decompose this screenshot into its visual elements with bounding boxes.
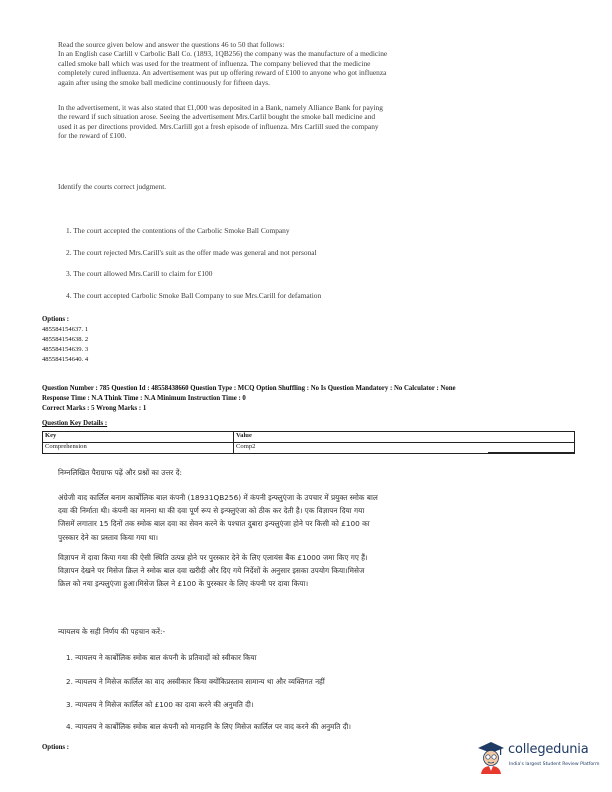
footer-options-label: Options : <box>42 744 70 751</box>
cell-key: Comprehension <box>43 443 234 454</box>
brand-name: collegedunia <box>508 742 589 757</box>
choice-en-4: 4. The court accepted Carbolic Smoke Ball Company to sue Mrs.Carill for defamation <box>66 291 322 300</box>
ad-line-hi: विज्ञापन देखने पर मिसेज क्रिल ने स्मोक बाल दवा खरीदी और दिए गये निर्देशों के अनुसार इसका उपयोग किया।मिसेज <box>58 566 365 576</box>
intro-line-hi: निम्नलिखित पैराग्राफ पढ़ें और प्रश्नों का उत्तर दें: <box>58 468 182 477</box>
choice-en-2: 2. The court rejected Mrs.Carill's suit as the offer made was general and not personal <box>66 248 317 257</box>
graduate-mascot-icon <box>476 740 506 774</box>
table-divider <box>488 452 575 453</box>
ad-line: used it as per directions provided. Mrs.Carlill got a fresh episode of influenza. Mrs Carlill sued the company <box>58 121 379 131</box>
choice-hi-1: 1. न्यायलय ने कार्बोलिक स्मोक बाल कंपनी के प्रतिवादों को स्वीकार किया <box>66 653 257 662</box>
choice-en-3: 3. The court allowed Mrs.Carill to claim for £100 <box>66 269 213 278</box>
ad-line-hi: क्रिल को नया इन्फ्लुएंजा हुआ।मिसेज क्रिल ने £100 के पुरस्कार के लिए कंपनी पर दावा किया। <box>58 579 309 589</box>
choice-hi-4: 4. न्यायलय ने कार्बोलिक स्मोक बाल कंपनी को मानहानि के लिए मिसेज कार्लिल पर वाद करने की अनुमति दी। <box>66 722 351 731</box>
ad-line: for the reward of £100. <box>58 131 127 141</box>
intro-line: Read the source given below and answer the questions 46 to 50 that follows: <box>58 40 285 49</box>
case-line-hi: जिसमें लगातार 15 दिनों तक स्मोक बाल दवा का सेवन करने के पश्चात दुबारा इन्फ्लुएंजा होने पर किसी को £100 का <box>58 519 370 529</box>
choice-hi-2: 2. न्यायलय ने मिसेज कार्लिल का वाद अस्वीकार किया क्योंकिप्रस्ताव सामान्य था और व्यक्तिगत नहीं <box>66 677 325 686</box>
option-id: 485584154640. 4 <box>42 356 89 363</box>
question-meta-line: Response Time : N.A Think Time : N.A Minimum Instruction Time : 0 <box>42 395 246 402</box>
ad-line: In the advertisement, it was also stated that £1,000 was deposited in a Bank, namely Alliance Bank for paying <box>58 103 383 112</box>
choice-hi-3: 3. न्यायलय ने मिसेज कार्लिल को £100 का दावा करने की अनुमति दी। <box>66 700 254 709</box>
question-text-en <box>58 40 568 87</box>
case-paragraph-hi <box>58 491 568 544</box>
header-key: Key <box>43 432 234 443</box>
case-line-hi: पुरस्कार देने का प्रस्ताव किया गया था। <box>58 532 159 542</box>
question-prompt-hi <box>58 625 568 638</box>
case-line: completely cured influenza. An advertisement was put up offering reward of £100 to anyone who got influenza <box>58 68 387 78</box>
question-prompt-en: Identify the courts correct judgment. <box>58 182 167 191</box>
key-details-table <box>42 431 575 454</box>
collegedunia-logo <box>476 738 606 778</box>
prompt-line-hi: न्यायलय के सही निर्णय की पहचान करें:- <box>58 627 166 636</box>
question-meta-line: Correct Marks : 5 Wrong Marks : 1 <box>42 405 147 412</box>
option-id: 485584154638. 2 <box>42 336 89 343</box>
option-id: 485584154639. 3 <box>42 346 89 353</box>
case-line: In an English case Carlill v Carbolic Ball Co. (1893, 1QB256) the company was the manufacture of a medicine <box>58 49 388 59</box>
options-label: Options : <box>42 316 70 323</box>
advertisement-paragraph-en <box>58 103 568 141</box>
case-line: called smoke ball which was used for the treatment of influenza. The company believed that the medicine <box>58 58 371 68</box>
option-id: 485584154637. 1 <box>42 326 89 333</box>
ad-line-hi: विज्ञापन में दावा किया गया की ऐसी स्थिति उत्पन्न होने पर पुरस्कार देने के लिए एलायंस बैंक £1000 जमा किए गए हैं। <box>58 553 368 562</box>
question-meta-line: Question Number : 785 Question Id : 48558438660 Question Type : MCQ Option Shuffling : No Is Question Mandatory : No Calculator : None <box>42 385 456 392</box>
table-header-row <box>43 432 575 443</box>
cell-value: Comp2 <box>234 443 575 454</box>
ad-line: the reward if such situation arose. Seeing the advertisement Mrs.Carlil bought the smoke ball medicine and <box>58 112 376 122</box>
case-line-hi: दवा की निर्माता थी। कंपनी का मानना था की दवा पूर्ण रूप से इन्फ्लुएंजा को ठीक कर देती है। एक विज्ञापन दिया गया <box>58 506 365 516</box>
choice-en-1: 1. The court accepted the contentions of the Carbolic Smoke Ball Company <box>66 226 290 235</box>
case-line: again after using the smoke ball medicine continuously for fifteen days. <box>58 77 271 87</box>
brand-tagline: India's largest Student Review Platform <box>509 762 600 767</box>
advertisement-paragraph-hi <box>58 551 568 591</box>
case-line-hi: अंग्रेजी वाद कार्लिल बनाम कार्बोलिक बाल कंपनी (18931QB256) में कंपनी इन्फ्लुएंजा के उपचार में प्रयुक्त स्मोक बाल <box>58 493 378 502</box>
header-value: Value <box>234 432 575 443</box>
question-text-hi <box>58 466 568 479</box>
key-details-label: Question Key Details : <box>42 420 108 427</box>
